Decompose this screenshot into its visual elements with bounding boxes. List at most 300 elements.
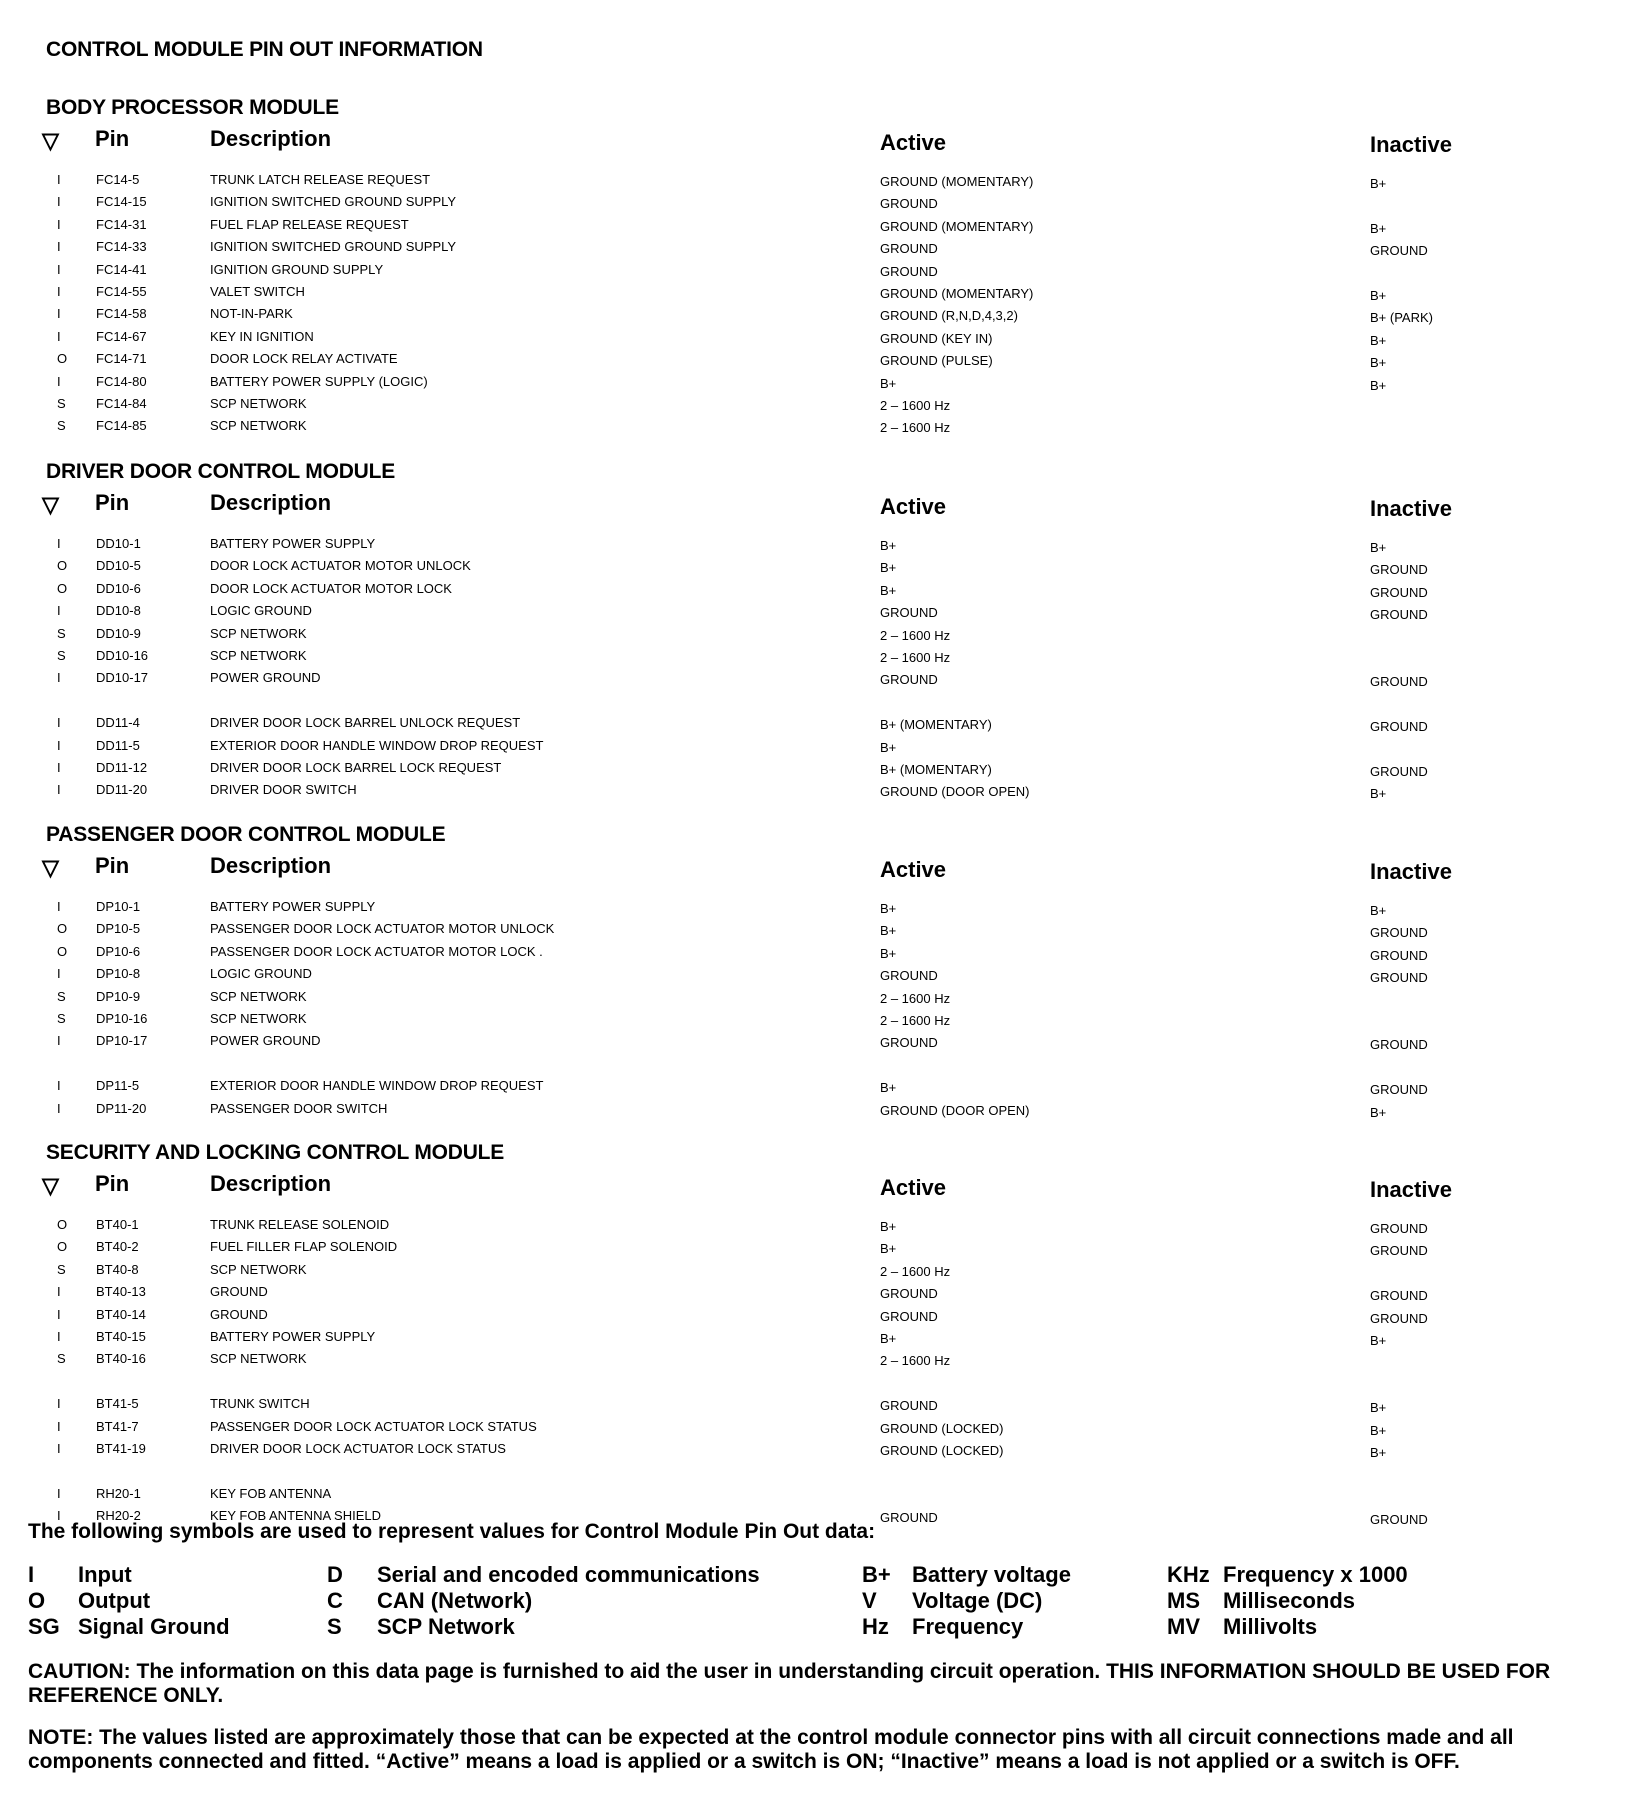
- pin-id: DP10-16: [96, 1011, 148, 1026]
- active-column-header: Active: [880, 494, 947, 519]
- pin-type: S: [57, 1262, 66, 1277]
- pin-row: [0, 944, 1648, 966]
- description-column-header: Description: [210, 126, 332, 151]
- inactive-value: B+ (PARK): [1370, 310, 1433, 325]
- pin-description: SCP NETWORK: [210, 648, 307, 663]
- pin-type: I: [57, 1396, 61, 1411]
- pin-type: S: [57, 396, 66, 411]
- inactive-column-header: Inactive: [1370, 496, 1452, 521]
- inactive-value: B+: [1370, 903, 1387, 918]
- pin-id: DP10-17: [96, 1033, 148, 1048]
- pin-row: [0, 581, 1648, 603]
- active-value: B+: [880, 376, 897, 391]
- pin-description: GROUND: [210, 1307, 268, 1322]
- legend-item: [327, 1588, 852, 1614]
- pin-description: POWER GROUND: [210, 1033, 321, 1048]
- pin-type: I: [57, 284, 61, 299]
- active-value: B+: [880, 923, 897, 938]
- inactive-value: GROUND: [1370, 1037, 1428, 1052]
- pin-description: TRUNK SWITCH: [210, 1396, 310, 1411]
- pin-type: I: [57, 217, 61, 232]
- active-value: GROUND: [880, 968, 938, 983]
- pin-type: S: [57, 626, 66, 641]
- pin-type: I: [57, 603, 61, 618]
- pin-row: [0, 1011, 1648, 1033]
- legend-item: [1167, 1614, 1567, 1640]
- legend-meaning: Frequency: [912, 1614, 1024, 1639]
- active-value: B+: [880, 1241, 897, 1256]
- pin-type: I: [57, 760, 61, 775]
- active-value: GROUND: [880, 1398, 938, 1413]
- pin-row: [0, 536, 1648, 558]
- pin-description: NOT-IN-PARK: [210, 306, 293, 321]
- pin-id: DD10-9: [96, 626, 141, 641]
- pin-type: S: [57, 1351, 66, 1366]
- pin-type: I: [57, 1284, 61, 1299]
- active-value: B+ (MOMENTARY): [880, 762, 992, 777]
- pin-row: [0, 1078, 1648, 1100]
- pin-column-header: Pin: [95, 490, 130, 515]
- pin-type: I: [57, 966, 61, 981]
- inactive-value: B+: [1370, 333, 1387, 348]
- type-column-header: ▽: [42, 128, 59, 153]
- inactive-value: GROUND: [1370, 1082, 1428, 1097]
- active-value: GROUND: [880, 672, 938, 687]
- pin-type: I: [57, 306, 61, 321]
- legend-symbol: O: [28, 1588, 46, 1613]
- inactive-value: B+: [1370, 1105, 1387, 1120]
- description-column-header: Description: [210, 490, 332, 515]
- pin-id: DD10-16: [96, 648, 149, 663]
- pin-type: I: [57, 239, 61, 254]
- active-value: GROUND: [880, 196, 938, 211]
- pin-description: PASSENGER DOOR SWITCH: [210, 1101, 388, 1116]
- active-column-header: Active: [880, 857, 947, 882]
- pin-type: I: [57, 1078, 61, 1093]
- active-value: 2 – 1600 Hz: [880, 1013, 951, 1028]
- active-value: GROUND (R,N,D,4,3,2): [880, 308, 1018, 323]
- pin-id: BT40-14: [96, 1307, 146, 1322]
- legend-meaning: Voltage (DC): [912, 1588, 1043, 1613]
- pin-row: [0, 329, 1648, 351]
- inactive-value: GROUND: [1370, 607, 1428, 622]
- pin-description: PASSENGER DOOR LOCK ACTUATOR MOTOR UNLOCK: [210, 921, 555, 936]
- pin-id: FC14-85: [96, 418, 147, 433]
- pin-id: DP11-20: [96, 1101, 147, 1116]
- pin-description: SCP NETWORK: [210, 626, 307, 641]
- legend-meaning: Frequency x 1000: [1223, 1562, 1408, 1587]
- legend-item: [1167, 1562, 1567, 1588]
- active-value: B+: [880, 740, 897, 755]
- pin-row: [0, 966, 1648, 988]
- pin-description: DRIVER DOOR SWITCH: [210, 782, 357, 797]
- pin-id: BT41-5: [96, 1396, 139, 1411]
- pin-column-header: Pin: [95, 126, 130, 151]
- inactive-value: GROUND: [1370, 719, 1428, 734]
- inactive-value: GROUND: [1370, 1512, 1428, 1527]
- pin-description: GROUND: [210, 1284, 268, 1299]
- legend-symbol: S: [327, 1614, 342, 1639]
- legend-item: [327, 1614, 852, 1640]
- pin-id: DD11-12: [96, 760, 148, 775]
- inactive-value: GROUND: [1370, 1288, 1428, 1303]
- legend-symbol: Hz: [862, 1614, 889, 1639]
- legend-meaning: Serial and encoded communications: [377, 1562, 760, 1587]
- active-value: 2 – 1600 Hz: [880, 991, 951, 1006]
- pin-description: EXTERIOR DOOR HANDLE WINDOW DROP REQUEST: [210, 738, 544, 753]
- pin-column-header: Pin: [95, 853, 130, 878]
- pin-description: PASSENGER DOOR LOCK ACTUATOR LOCK STATUS: [210, 1419, 537, 1434]
- pin-description: IGNITION SWITCHED GROUND SUPPLY: [210, 194, 457, 209]
- pin-id: DD10-6: [96, 581, 141, 596]
- pin-description: DOOR LOCK RELAY ACTIVATE: [210, 351, 398, 366]
- legend-meaning: Input: [78, 1562, 132, 1587]
- pin-id: DP10-8: [96, 966, 141, 981]
- inactive-value: B+: [1370, 176, 1387, 191]
- inactive-value: B+: [1370, 1400, 1387, 1415]
- inactive-value: B+: [1370, 378, 1387, 393]
- pin-row: [0, 1101, 1648, 1123]
- active-value: B+: [880, 1080, 897, 1095]
- pin-description: KEY FOB ANTENNA: [210, 1486, 332, 1501]
- active-value: GROUND: [880, 241, 938, 256]
- pin-row: [0, 1239, 1648, 1261]
- legend-symbol: V: [862, 1588, 877, 1613]
- active-value: GROUND (LOCKED): [880, 1443, 1004, 1458]
- inactive-value: GROUND: [1370, 1311, 1428, 1326]
- type-column-header: ▽: [42, 1173, 59, 1198]
- pin-id: FC14-41: [96, 262, 147, 277]
- description-column-header: Description: [210, 853, 332, 878]
- pin-type: O: [57, 558, 68, 573]
- pin-type: I: [57, 1441, 61, 1456]
- active-value: GROUND (LOCKED): [880, 1421, 1004, 1436]
- pin-row: [0, 670, 1648, 692]
- pin-row: [0, 738, 1648, 760]
- pin-type: I: [57, 715, 61, 730]
- pin-description: VALET SWITCH: [210, 284, 305, 299]
- pin-id: RH20-1: [96, 1486, 141, 1501]
- pin-id: FC14-80: [96, 374, 147, 389]
- pin-type: I: [57, 172, 61, 187]
- pin-description: EXTERIOR DOOR HANDLE WINDOW DROP REQUEST: [210, 1078, 544, 1093]
- pin-type: O: [57, 1239, 68, 1254]
- pin-description: SCP NETWORK: [210, 1262, 307, 1277]
- inactive-value: B+: [1370, 1423, 1387, 1438]
- pin-description: FUEL FILLER FLAP SOLENOID: [210, 1239, 398, 1254]
- pin-description: TRUNK RELEASE SOLENOID: [210, 1217, 390, 1232]
- active-value: GROUND (PULSE): [880, 353, 993, 368]
- pin-row: [0, 396, 1648, 418]
- pin-type: I: [57, 1508, 61, 1523]
- pin-id: DP10-5: [96, 921, 141, 936]
- pin-description: PASSENGER DOOR LOCK ACTUATOR MOTOR LOCK .: [210, 944, 543, 959]
- pin-id: BT40-8: [96, 1262, 139, 1277]
- pin-row: [0, 1419, 1648, 1441]
- inactive-value: B+: [1370, 786, 1387, 801]
- pin-type: I: [57, 1033, 61, 1048]
- legend-item: [28, 1614, 317, 1640]
- inactive-value: GROUND: [1370, 970, 1428, 985]
- pin-row: [0, 1329, 1648, 1351]
- pin-row: [0, 194, 1648, 216]
- active-value: 2 – 1600 Hz: [880, 650, 951, 665]
- pin-description: SCP NETWORK: [210, 1011, 307, 1026]
- section-title: SECURITY AND LOCKING CONTROL MODULE: [46, 1141, 505, 1164]
- pin-description: LOGIC GROUND: [210, 966, 312, 981]
- inactive-value: GROUND: [1370, 764, 1428, 779]
- pin-type: I: [57, 374, 61, 389]
- pin-row: [0, 1486, 1648, 1508]
- pin-id: FC14-84: [96, 396, 147, 411]
- legend-symbol: B+: [862, 1562, 891, 1587]
- active-value: B+: [880, 946, 897, 961]
- legend-symbol: KHz: [1167, 1562, 1210, 1587]
- pin-type: I: [57, 1307, 61, 1322]
- pin-row: [0, 921, 1648, 943]
- pin-description: TRUNK LATCH RELEASE REQUEST: [210, 172, 431, 187]
- active-value: 2 – 1600 Hz: [880, 1353, 951, 1368]
- pin-row: [0, 1033, 1648, 1055]
- inactive-value: GROUND: [1370, 585, 1428, 600]
- pin-id: FC14-71: [96, 351, 147, 366]
- pin-type: I: [57, 194, 61, 209]
- inactive-value: B+: [1370, 1445, 1387, 1460]
- legend-symbol: SG: [28, 1614, 60, 1639]
- pin-id: BT40-13: [96, 1284, 146, 1299]
- pin-id: BT41-19: [96, 1441, 146, 1456]
- pin-type: I: [57, 536, 61, 551]
- pin-id: FC14-31: [96, 217, 147, 232]
- inactive-value: GROUND: [1370, 562, 1428, 577]
- pin-row: [0, 715, 1648, 737]
- inactive-value: B+: [1370, 540, 1387, 555]
- pin-type: O: [57, 1217, 68, 1232]
- legend-column: [327, 1562, 852, 1640]
- legend-symbol: C: [327, 1588, 343, 1613]
- pin-id: BT41-7: [96, 1419, 139, 1434]
- inactive-value: GROUND: [1370, 1243, 1428, 1258]
- pin-type: S: [57, 418, 66, 433]
- pin-id: DD10-1: [96, 536, 141, 551]
- pin-type: I: [57, 1419, 61, 1434]
- pin-type: I: [57, 262, 61, 277]
- active-value: GROUND (MOMENTARY): [880, 174, 1034, 189]
- document-title: CONTROL MODULE PIN OUT INFORMATION: [46, 38, 483, 61]
- note-text: NOTE: The values listed are approximately those that can be expected at the control module connector pins with all circuit connections made and all components connected and fitted. “Active” means a load is applied or a switch is ON; “Inactive” means a load is not applied or a switch is OFF.: [28, 1726, 1514, 1773]
- legend-column: [1167, 1562, 1567, 1640]
- legend-meaning: Output: [78, 1588, 151, 1613]
- pin-id: DP10-1: [96, 899, 141, 914]
- pin-row: [0, 172, 1648, 194]
- pin-description: SCP NETWORK: [210, 396, 307, 411]
- pin-type: O: [57, 351, 68, 366]
- pin-row: [0, 760, 1648, 782]
- pin-id: FC14-67: [96, 329, 147, 344]
- pin-type: S: [57, 1011, 66, 1026]
- section-title: DRIVER DOOR CONTROL MODULE: [46, 460, 396, 483]
- legend-intro: The following symbols are used to represent values for Control Module Pin Out data:: [28, 1520, 876, 1543]
- pin-type: O: [57, 581, 68, 596]
- pin-id: DD11-20: [96, 782, 148, 797]
- legend-symbol: I: [28, 1562, 35, 1587]
- legend-symbol: D: [327, 1562, 343, 1587]
- pin-id: BT40-2: [96, 1239, 139, 1254]
- pin-id: FC14-15: [96, 194, 147, 209]
- pin-type: I: [57, 738, 61, 753]
- pin-type: S: [57, 989, 66, 1004]
- inactive-value: GROUND: [1370, 1221, 1428, 1236]
- inactive-value: GROUND: [1370, 243, 1428, 258]
- pin-row: [0, 1441, 1648, 1463]
- pin-description: IGNITION SWITCHED GROUND SUPPLY: [210, 239, 457, 254]
- pin-description: LOGIC GROUND: [210, 603, 312, 618]
- description-column-header: Description: [210, 1171, 332, 1196]
- pin-type: I: [57, 899, 61, 914]
- inactive-value: GROUND: [1370, 948, 1428, 963]
- pin-row: [0, 899, 1648, 921]
- active-value: GROUND: [880, 605, 938, 620]
- pin-description: BATTERY POWER SUPPLY: [210, 899, 376, 914]
- pin-row: [0, 1262, 1648, 1284]
- inactive-value: GROUND: [1370, 925, 1428, 940]
- active-value: 2 – 1600 Hz: [880, 1264, 951, 1279]
- inactive-value: B+: [1370, 1333, 1387, 1348]
- pin-description: POWER GROUND: [210, 670, 321, 685]
- pin-type: I: [57, 1486, 61, 1501]
- pin-type: I: [57, 329, 61, 344]
- legend-meaning: Millivolts: [1223, 1614, 1318, 1639]
- pin-row: [0, 648, 1648, 670]
- pin-description: KEY FOB ANTENNA SHIELD: [210, 1508, 381, 1523]
- pin-id: DP10-9: [96, 989, 141, 1004]
- pin-description: FUEL FLAP RELEASE REQUEST: [210, 217, 409, 232]
- pin-description: KEY IN IGNITION: [210, 329, 314, 344]
- pin-description: DRIVER DOOR LOCK BARREL LOCK REQUEST: [210, 760, 502, 775]
- pin-description: BATTERY POWER SUPPLY: [210, 536, 376, 551]
- pin-type: I: [57, 1329, 61, 1344]
- pin-row: [0, 558, 1648, 580]
- section-title: PASSENGER DOOR CONTROL MODULE: [46, 823, 446, 846]
- legend-item: [862, 1588, 1157, 1614]
- pin-row: [0, 306, 1648, 328]
- active-value: GROUND: [880, 1510, 938, 1525]
- pin-description: BATTERY POWER SUPPLY: [210, 1329, 376, 1344]
- pin-row: [0, 1307, 1648, 1329]
- active-value: GROUND (DOOR OPEN): [880, 784, 1030, 799]
- pin-row: [0, 782, 1648, 804]
- pin-id: DD11-5: [96, 738, 140, 753]
- inactive-value: B+: [1370, 221, 1387, 236]
- inactive-column-header: Inactive: [1370, 1177, 1452, 1202]
- legend-symbol: MS: [1167, 1588, 1200, 1613]
- pin-row: [0, 603, 1648, 625]
- active-column-header: Active: [880, 1175, 947, 1200]
- active-value: B+: [880, 538, 897, 553]
- pin-row: [0, 989, 1648, 1011]
- active-value: 2 – 1600 Hz: [880, 628, 951, 643]
- active-value: 2 – 1600 Hz: [880, 420, 951, 435]
- pin-id: FC14-33: [96, 239, 147, 254]
- pin-type: I: [57, 670, 61, 685]
- pin-row: [0, 374, 1648, 396]
- legend-meaning: CAN (Network): [377, 1588, 533, 1613]
- pin-description: IGNITION GROUND SUPPLY: [210, 262, 384, 277]
- legend-item: [862, 1614, 1157, 1640]
- section-title: BODY PROCESSOR MODULE: [46, 96, 339, 119]
- legend-column: [862, 1562, 1157, 1640]
- pin-id: BT40-1: [96, 1217, 139, 1232]
- pin-row: [0, 1351, 1648, 1373]
- pin-id: FC14-58: [96, 306, 147, 321]
- pin-description: DOOR LOCK ACTUATOR MOTOR UNLOCK: [210, 558, 471, 573]
- caution-text: CAUTION: The information on this data page is furnished to aid the user in understanding circuit operation. THIS INFORMATION SHOULD BE USED FOR REFERENCE ONLY.: [28, 1660, 1551, 1707]
- active-value: GROUND (DOOR OPEN): [880, 1103, 1030, 1118]
- pin-id: DP11-5: [96, 1078, 140, 1093]
- pin-description: BATTERY POWER SUPPLY (LOGIC): [210, 374, 428, 389]
- pin-id: BT40-15: [96, 1329, 146, 1344]
- legend-column: [28, 1562, 317, 1640]
- legend-item: [28, 1588, 317, 1614]
- pin-row: [0, 1217, 1648, 1239]
- pin-id: BT40-16: [96, 1351, 146, 1366]
- active-value: B+: [880, 1331, 897, 1346]
- active-value: B+ (MOMENTARY): [880, 717, 992, 732]
- inactive-column-header: Inactive: [1370, 859, 1452, 884]
- pin-type: O: [57, 944, 68, 959]
- pin-type: O: [57, 921, 68, 936]
- active-value: GROUND (MOMENTARY): [880, 286, 1034, 301]
- inactive-value: GROUND: [1370, 674, 1428, 689]
- pin-type: S: [57, 648, 66, 663]
- legend-meaning: Battery voltage: [912, 1562, 1071, 1587]
- pin-column-header: Pin: [95, 1171, 130, 1196]
- legend-item: [28, 1562, 317, 1588]
- inactive-value: B+: [1370, 355, 1387, 370]
- active-value: GROUND: [880, 1035, 938, 1050]
- pin-row: [0, 262, 1648, 284]
- pin-type: I: [57, 782, 61, 797]
- active-value: B+: [880, 1219, 897, 1234]
- active-value: GROUND: [880, 1309, 938, 1324]
- pin-id: DP10-6: [96, 944, 141, 959]
- pin-id: DD10-8: [96, 603, 141, 618]
- legend-meaning: Signal Ground: [78, 1614, 230, 1639]
- active-value: B+: [880, 901, 897, 916]
- pin-description: DRIVER DOOR LOCK BARREL UNLOCK REQUEST: [210, 715, 521, 730]
- inactive-value: B+: [1370, 288, 1387, 303]
- legend-item: [862, 1562, 1157, 1588]
- active-value: GROUND: [880, 264, 938, 279]
- pin-row: [0, 351, 1648, 373]
- pin-id: DD10-17: [96, 670, 149, 685]
- pin-row: [0, 239, 1648, 261]
- inactive-column-header: Inactive: [1370, 132, 1452, 157]
- active-value: GROUND (KEY IN): [880, 331, 993, 346]
- pin-id: DD10-5: [96, 558, 141, 573]
- pin-description: SCP NETWORK: [210, 989, 307, 1004]
- pin-type: I: [57, 1101, 61, 1116]
- pin-description: SCP NETWORK: [210, 418, 307, 433]
- active-value: 2 – 1600 Hz: [880, 398, 951, 413]
- active-value: GROUND (MOMENTARY): [880, 219, 1034, 234]
- active-column-header: Active: [880, 130, 947, 155]
- pin-id: DD11-4: [96, 715, 140, 730]
- legend-item: [327, 1562, 852, 1588]
- pin-row: [0, 284, 1648, 306]
- active-value: B+: [880, 583, 897, 598]
- pin-id: FC14-55: [96, 284, 147, 299]
